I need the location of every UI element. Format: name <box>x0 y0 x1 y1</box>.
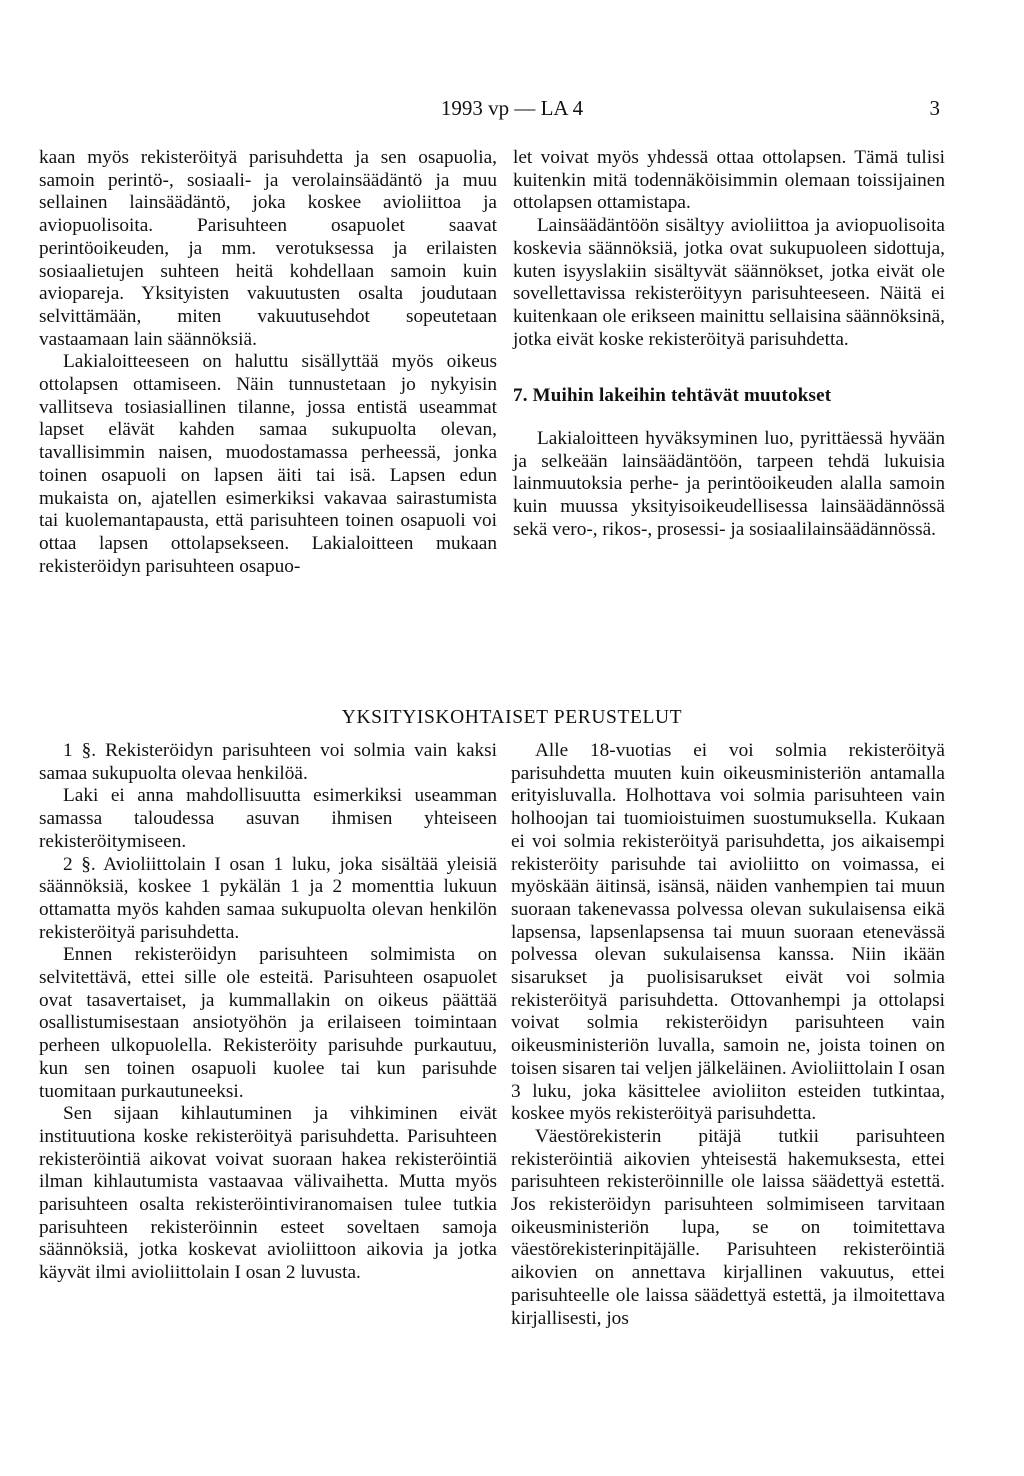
paragraph: 2 §. Avioliittolain I osan 1 luku, joka sisältää yleisiä säännöksiä, koskee 1 pykälän 1 ja 2 momenttia lukuun ottamatta myös kahden samaa sukupuolta olevan henkilön rekisteröityä parisuhdetta. <box>39 853 497 943</box>
bottom-right-column <box>511 740 945 1330</box>
section-heading: YKSITYISKOHTAISET PERUSTELUT <box>341 707 683 728</box>
top-right-column <box>513 147 945 542</box>
paragraph: Sen sijaan kihlautuminen ja vihkiminen eivät instituutiona koske rekisteröityä parisuhdetta. Parisuhteen rekisteröintiä aikovat voivat suoraan hakea rekisteröintiä ilman kihlautumista vastaavaa välivaihetta. Mutta myös parisuhteen osalta rekisteröintiviranomaisen tulee tutkia parisuhteen rekisteröinnin esteet soveltaen samoja säännöksiä, jotka koskevat avioliittoon aikovia ja jotka käyvät ilmi avioliittolain I osan 2 luvusta. <box>39 1103 497 1284</box>
top-left-column <box>39 147 497 578</box>
page-header <box>0 96 1024 126</box>
paragraph: Ennen rekisteröidyn parisuhteen solmimista on selvitettävä, ettei sille ole esteitä. Parisuhteen osapuolet ovat tasavertaiset, ja kummallakin on oikeus päättää osallistumisestaan ansiotyöhön ja erilaiseen toimintaan perheen ulkopuolella. Rekisteröity parisuhde purkautuu, kun sen toinen osapuoli kuolee tai kun parisuhde tuomitaan purkautuneeksi. <box>39 944 497 1102</box>
document-title: 1993 vp — LA 4 <box>440 96 584 120</box>
paragraph: Lakialoitteen hyväksyminen luo, pyrittäessä hyvään ja selkeään lainsäädäntöön, tarpeen tehdä lukuisia lainmuutoksia perhe- ja perintöoikeuden alalla samoin kuin muussa yksityisoikeudellisessa lainsäädännössä sekä vero-, rikos-, prosessi- ja sosiaalilainsäädännössä. <box>513 428 945 540</box>
bottom-left-column <box>39 740 497 1285</box>
page-number: 3 <box>929 96 940 120</box>
paragraph: Väestörekisterin pitäjä tutkii parisuhteen rekisteröintiä aikovien yhteisestä hakemuksesta, ettei parisuhteen rekisteröinnille ole laissa säädettyä estettä. Jos rekisteröidyn parisuhteen solmimiseen tarvitaan oikeusministeriön lupa, se on toimitettava väestörekisterinpitäjälle. Parisuhteen rekisteröintiä aikovien on annettava kirjallinen vakuutus, ettei parisuhteelle ole laissa säädettyä estettä, ja ilmoitettava kirjallisesti, jos <box>511 1125 945 1329</box>
paragraph: Laki ei anna mahdollisuutta esimerkiksi useamman samassa taloudessa asuvan ihmisen yhteiseen rekisteröitymiseen. <box>39 785 497 852</box>
paragraph: let voivat myös yhdessä ottaa ottolapsen. Tämä tulisi kuitenkin mitä todennäköisimmin olemaan toissijainen ottolapsen ottamistapa. <box>513 147 945 214</box>
subsection-heading: 7. Muihin lakeihin tehtävät muutokset <box>513 385 832 407</box>
paragraph: kaan myös rekisteröityä parisuhdetta ja sen osapuolia, samoin perintö-, sosiaali- ja verolainsäädäntö ja muu sellainen lainsäädäntö, joka koskee avioliittoa ja aviopuolisoita. Parisuhteen osapuolet saavat perintöoikeuden, ja mm. verotuksessa ja erilaisten sosiaalietujen suhteen heitä kohdellaan samoin kuin aviopareja. Yksityisten vakuutusten osalta joudutaan selvittämään, miten vakuutusehdot sopeutetaan vastaamaan lain säännöksiä. <box>39 147 497 350</box>
paragraph: 1 §. Rekisteröidyn parisuhteen voi solmia vain kaksi samaa sukupuolta olevaa henkilöä. <box>39 740 497 784</box>
paragraph: Lainsäädäntöön sisältyy avioliittoa ja aviopuolisoita koskevia säännöksiä, jotka ovat sukupuoleen sidottuja, kuten isyyslakiin sisältyvät säännökset, jotka eivät ole sovellettavissa rekisteröityyn parisuhteeseen. Näitä ei kuitenkaan ole erikseen mainittu sellaisina säännöksinä, jotka eivät koske rekisteröityä parisuhdetta. <box>513 215 945 350</box>
paragraph: Lakialoitteeseen on haluttu sisällyttää myös oikeus ottolapsen ottamiseen. Näin tunnustetaan jo nykyisin vallitseva tosiasiallinen tilanne, jossa entistä useammat lapset elävät kahden samaa sukupuolta olevan, tavallisimmin naisen, muodostamassa perheessä, jonka toinen osapuoli on lapsen äiti tai isä. Lapsen edun mukaista on, ajatellen esimerkiksi vakavaa sairastumista tai kuolemantapausta, että parisuhteen toinen osapuoli voi ottaa lapsen ottolapsekseen. Lakialoitteen mukaan rekisteröidyn parisuhteen osapuo- <box>39 351 497 577</box>
paragraph: Alle 18-vuotias ei voi solmia rekisteröityä parisuhdetta muuten kuin oikeusministeriön antamalla erityisluvalla. Holhottava voi solmia parisuhteen vain holhoojan tai tuomioistuimen suostumuksella. Kukaan ei voi solmia rekisteröityä parisuhdetta, jos aikaisempi rekisteröity parisuhde tai avioliitto on voimassa, ei myöskään äitinsä, isänsä, näiden vanhempien tai muun suoraan takenevassa polvessa olevan sukulaisensa eikä lapsensa, lapsenlapsensa tai muun suoraan etenevässä polvessa olevan sukulaisensa kanssa. Niin ikään sisarukset ja puolisisarukset eivät voi solmia rekisteröityä parisuhdetta. Ottovanhempi ja ottolapsi voivat solmia rekisteröidyn parisuhteen vain oikeusministeriön luvalla, samoin ne, joista toinen on toisen sisaren tai veljen jälkeläinen. Avioliittolain I osan 3 luku, joka käsittelee avioliiton esteiden tutkintaa, koskee myös rekisteröityä parisuhdetta. <box>511 740 945 1125</box>
